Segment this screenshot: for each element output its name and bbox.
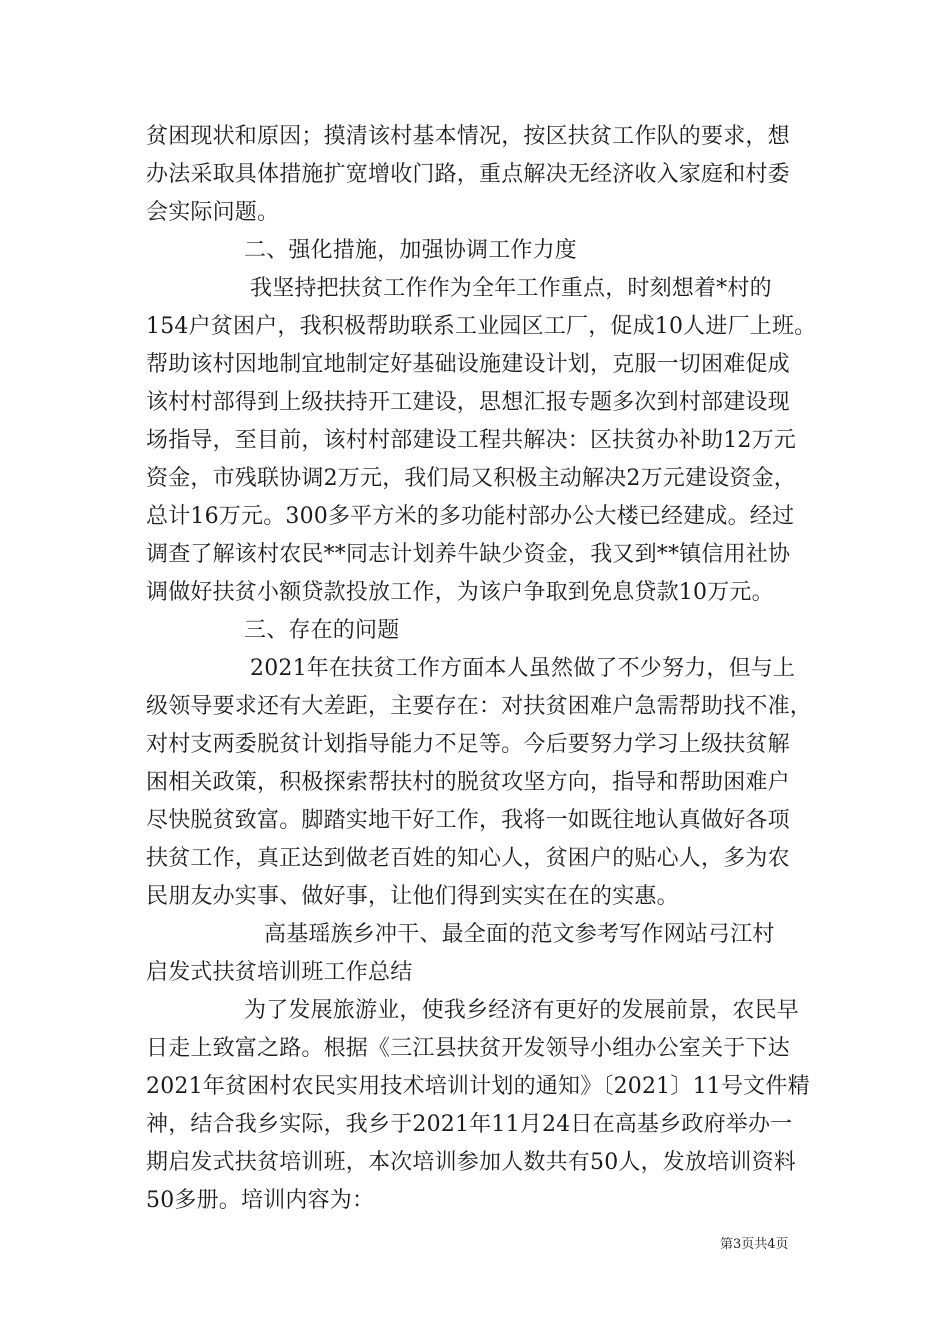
body-text-line: 资金，市残联协调2万元，我们局又积极主动解决2万元建设资金， xyxy=(146,466,796,491)
body-text-line: 总计16万元。300多平方米的多功能村部办公大楼已经建成。经过 xyxy=(146,504,795,529)
body-text-line: 会实际问题。 xyxy=(146,200,280,225)
section-heading: 三、存在的问题 xyxy=(244,618,400,643)
body-text-line: 帮助该村因地制宜地制定好基础设施建设计划，克服一切困难促成 xyxy=(146,352,790,377)
body-text-line: 尽快脱贫致富。脚踏实地干好工作，我将一如既往地认真做好各项 xyxy=(146,808,790,833)
body-text-line: 神，结合我乡实际，我乡于2021年11月24日在高基乡政府举办一 xyxy=(146,1112,793,1137)
body-text-line: 困相关政策，积极探索帮扶村的脱贫攻坚方向，指导和帮助困难户 xyxy=(146,770,790,795)
body-text-line: 扶贫工作，真正达到做老百姓的知心人，贫困户的贴心人，多为农 xyxy=(146,846,790,871)
body-text-line: 调查了解该村农民**同志计划养牛缺少资金，我又到**镇信用社协 xyxy=(146,542,791,567)
body-text-line: 50多册。培训内容为： xyxy=(146,1188,375,1213)
body-text-line: 该村村部得到上级扶持开工建设，思想汇报专题多次到村部建设现 xyxy=(146,390,790,415)
body-text-line: 贫困现状和原因；摸清该村基本情况，按区扶贫工作队的要求，想 xyxy=(146,124,790,149)
body-text-line: 办法采取具体措施扩宽增收门路，重点解决无经济收入家庭和村委 xyxy=(146,162,790,187)
body-text-line: 级领导要求还有大差距，主要存在：对扶贫困难户急需帮助找不准， xyxy=(146,694,813,719)
body-text-line: 民朋友办实事、做好事，让他们得到实实在在的实惠。 xyxy=(146,884,679,909)
article-title: 高基瑶族乡冲干、最全面的范文参考写作网站弓江村 xyxy=(264,922,775,947)
page-number-footer: 第3页共4页 xyxy=(720,1237,789,1252)
body-text-line: 场指导，至目前，该村村部建设工程共解决：区扶贫办补助12万元 xyxy=(146,428,796,453)
body-text-line: 2021年在扶贫工作方面本人虽然做了不少努力，但与上 xyxy=(250,656,796,681)
body-text-line: 对村支两委脱贫计划指导能力不足等。今后要努力学习上级扶贫解 xyxy=(146,732,790,757)
body-text-line: 日走上致富之路。根据《三江县扶贫开发领导小组办公室关于下达 xyxy=(146,1036,790,1061)
body-text-line: 2021年贫困村农民实用技术培训计划的通知》〔2021〕11号文件精 xyxy=(146,1074,810,1099)
section-heading: 二、强化措施，加强协调工作力度 xyxy=(244,238,578,263)
body-text-line: 为了发展旅游业，使我乡经济有更好的发展前景，农民早 xyxy=(244,998,800,1023)
body-text-line: 期启发式扶贫培训班，本次培训参加人数共有50人，发放培训资料 xyxy=(146,1150,796,1175)
body-text-line: 我坚持把扶贫工作作为全年工作重点，时刻想着*村的 xyxy=(250,276,772,301)
article-title: 启发式扶贫培训班工作总结 xyxy=(146,960,413,985)
body-text-line: 调做好扶贫小额贷款投放工作，为该户争取到免息贷款10万元。 xyxy=(146,580,774,605)
body-text-line: 154户贫困户，我积极帮助联系工业园区工厂，促成10人进厂上班。 xyxy=(146,314,817,339)
